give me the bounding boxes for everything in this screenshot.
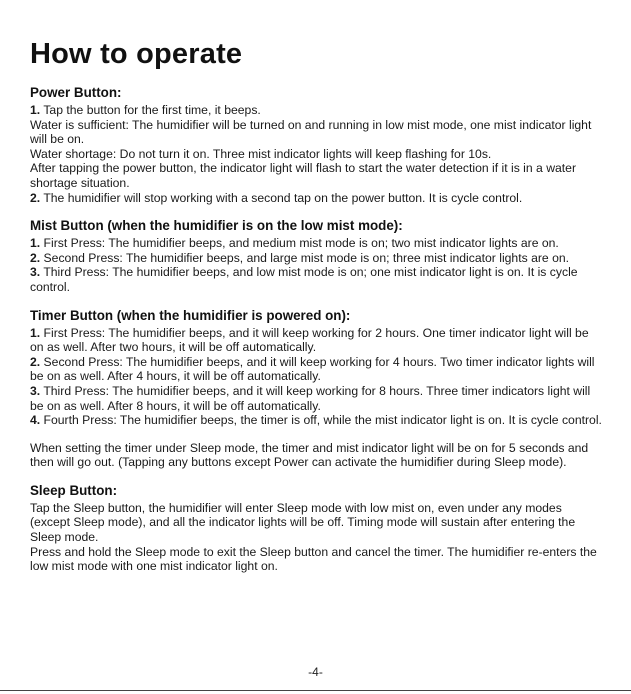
timer-step-3	[30, 384, 604, 413]
power-step-1-number: 1.	[30, 103, 41, 117]
mist-step-1-text: First Press: The humidifier beeps, and medium mist mode is on; two mist indicator lights are on.	[40, 236, 559, 251]
mist-button-section	[30, 218, 604, 294]
timer-sleep-note-section	[30, 441, 604, 470]
power-step-1-text: Tap the button for the first time, it beeps.	[40, 103, 261, 117]
mist-step-2	[30, 251, 604, 266]
timer-step-1-number: 1.	[30, 325, 41, 340]
mist-button-heading: Mist Button (when the humidifier is on the low mist mode):	[30, 218, 403, 234]
mist-step-1-number: 1.	[30, 236, 41, 251]
timer-step-2-text: Second Press: The humidifier beeps, and it will keep working for 4 hours. Two timer indicator lights will be on as well. After 4 hours, it will be off automatically.	[30, 354, 595, 384]
timer-step-1-text: First Press: The humidifier beeps, and it will keep working for 2 hours. One timer indicator light will be on as well. After two hours, it will be off automatically.	[30, 325, 589, 355]
manual-page	[30, 38, 604, 587]
timer-button-heading: Timer Button (when the humidifier is powered on):	[30, 307, 351, 323]
mist-step-2-number: 2.	[30, 250, 41, 265]
timer-step-4-number: 4.	[30, 413, 41, 428]
power-water-sufficient: Water is sufficient: The humidifier will be turned on and running in low mist mode, one mist indicator light will be on.	[30, 117, 592, 147]
timer-step-1	[30, 326, 604, 355]
timer-step-4-text: Fourth Press: The humidifier beeps, the timer is off, while the mist indicator light is on. It is cycle control.	[40, 413, 602, 428]
page-title: How to operate	[30, 38, 243, 70]
mist-step-3-text: Third Press: The humidifier beeps, and low mist mode is on; one mist indicator light is on. It is cycle control.	[30, 265, 578, 294]
power-step-2	[30, 191, 604, 206]
sleep-enter-text: Tap the Sleep button, the humidifier will enter Sleep mode with low mist on, even under any modes (except Sleep mode), and all the indicator lights will be off. Timing mode will sustain after entering the Sleep mode.	[30, 500, 576, 545]
timer-step-3-number: 3.	[30, 383, 41, 398]
power-step-2-text: The humidifier will stop working with a second tap on the power button. It is cycle control.	[40, 190, 523, 205]
mist-step-2-text: Second Press: The humidifier beeps, and large mist mode is on; three mist indicator lights are on.	[40, 250, 570, 265]
timer-step-3-text: Third Press: The humidifier beeps, and it will keep working for 8 hours. Three timer indicators light will be on as well. After 8 hours, it will be off automatically.	[30, 383, 591, 413]
timer-step-2-number: 2.	[30, 354, 41, 369]
page-number: -4-	[308, 665, 323, 679]
timer-step-2	[30, 355, 604, 384]
power-button-heading: Power Button:	[30, 85, 122, 100]
power-button-section	[30, 85, 604, 205]
power-step-2-number: 2.	[30, 190, 41, 205]
timer-sleep-note: When setting the timer under Sleep mode, the timer and mist indicator light will be on for 5 seconds and then will go out. (Tapping any buttons except Power can activate the humidifier during Sleep mode).	[30, 440, 589, 470]
power-water-detection: After tapping the power button, the indicator light will flash to start the water detection if it is in a water shortage situation.	[30, 161, 577, 190]
mist-step-3-number: 3.	[30, 265, 41, 280]
power-step-1	[30, 103, 604, 118]
bottom-divider	[0, 690, 631, 691]
sleep-exit-text: Press and hold the Sleep mode to exit the Sleep button and cancel the timer. The humidifier re-enters the low mist mode with one mist indicator light on.	[30, 544, 597, 574]
timer-step-4	[30, 413, 604, 428]
mist-step-1	[30, 236, 604, 251]
sleep-button-heading: Sleep Button:	[30, 482, 118, 498]
timer-button-section	[30, 308, 604, 428]
mist-step-3	[30, 265, 604, 294]
power-water-shortage: Water shortage: Do not turn it on. Three mist indicator lights will keep flashing for 10s.	[30, 146, 492, 161]
sleep-button-section	[30, 483, 604, 574]
